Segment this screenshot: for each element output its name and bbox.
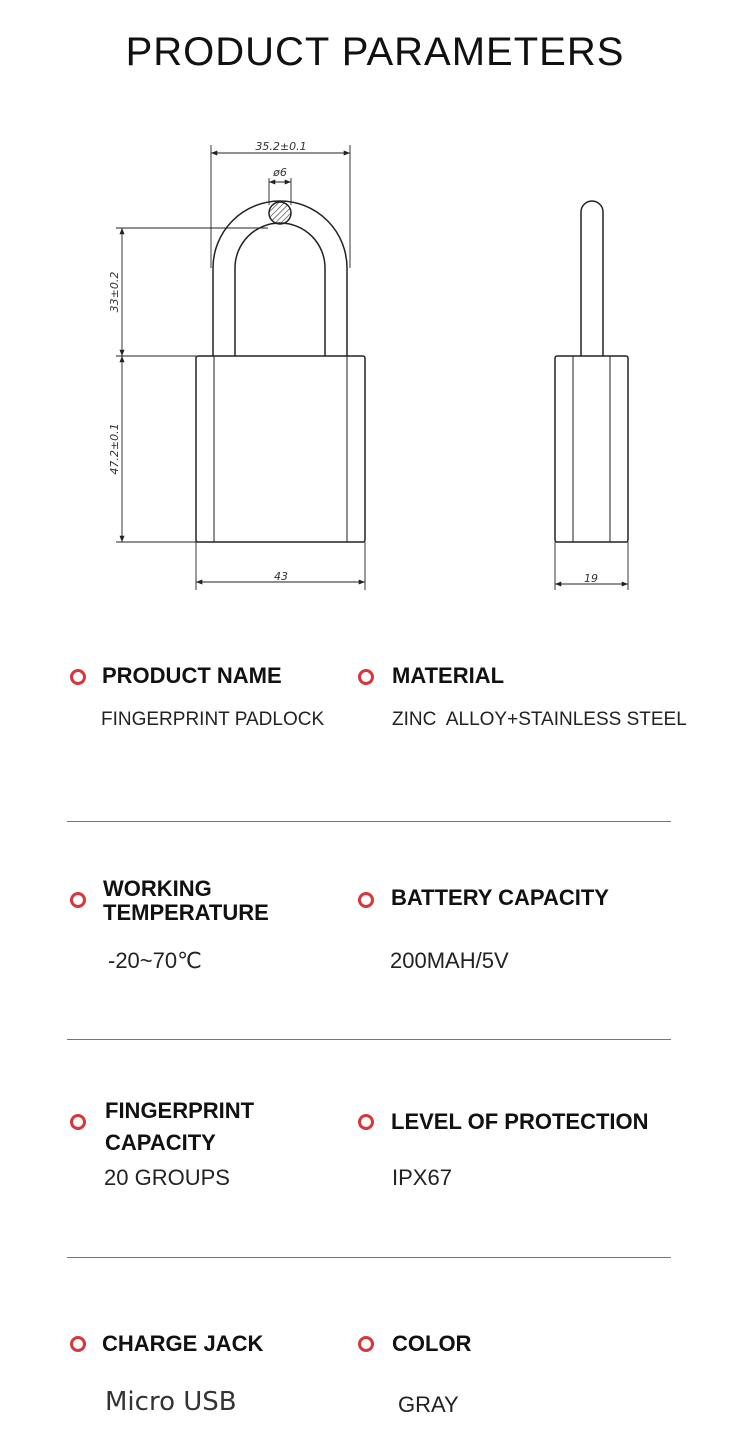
param-label: BATTERY CAPACITY (391, 885, 609, 910)
param-value: 20 GROUPS (104, 1165, 230, 1190)
page-title: PRODUCT PARAMETERS (125, 30, 625, 74)
bullet-icon (70, 892, 86, 908)
param-label: CHARGE JACK (102, 1331, 264, 1356)
shackle-section (269, 202, 291, 224)
divider (67, 821, 671, 822)
param-label: WORKING TEMPERATURE (103, 876, 269, 925)
bullet-icon (358, 1336, 374, 1352)
dim-body-height: 47.2±0.1 (108, 423, 121, 475)
bullet-icon (70, 669, 86, 685)
bullet-icon (358, 1114, 374, 1130)
dimension-lines (116, 145, 628, 590)
param-value: 200MAH/5V (390, 948, 509, 973)
param-value: ZINC ALLOY+STAINLESS STEEL (392, 709, 687, 730)
param-label: MATERIAL (392, 663, 505, 688)
divider (67, 1257, 671, 1258)
divider (67, 1039, 671, 1040)
bullet-icon (358, 892, 374, 908)
param-value: FINGERPRINT PADLOCK (101, 709, 325, 730)
dim-side-width: 19 (584, 572, 598, 585)
front-body (196, 356, 365, 542)
param-label: PRODUCT NAME (102, 663, 282, 688)
param-label: LEVEL OF PROTECTION (391, 1109, 649, 1134)
padlock-technical-drawing (0, 0, 750, 620)
param-value: GRAY (398, 1392, 459, 1417)
dim-shackle-dia: ø6 (273, 166, 287, 179)
param-value: -20~70℃ (108, 948, 202, 973)
param-value: Micro USB (105, 1387, 237, 1417)
bullet-icon (70, 1336, 86, 1352)
side-view (555, 201, 628, 542)
dim-shackle-height: 33±0.2 (108, 271, 121, 313)
dim-shackle-width: 35.2±0.1 (255, 140, 307, 153)
param-value: IPX67 (392, 1165, 452, 1190)
param-label: FINGERPRINT CAPACITY (105, 1098, 255, 1155)
bullet-icon (70, 1114, 86, 1130)
param-label: COLOR (392, 1331, 472, 1356)
dim-body-width: 43 (274, 570, 288, 583)
bullet-icon (358, 669, 374, 685)
